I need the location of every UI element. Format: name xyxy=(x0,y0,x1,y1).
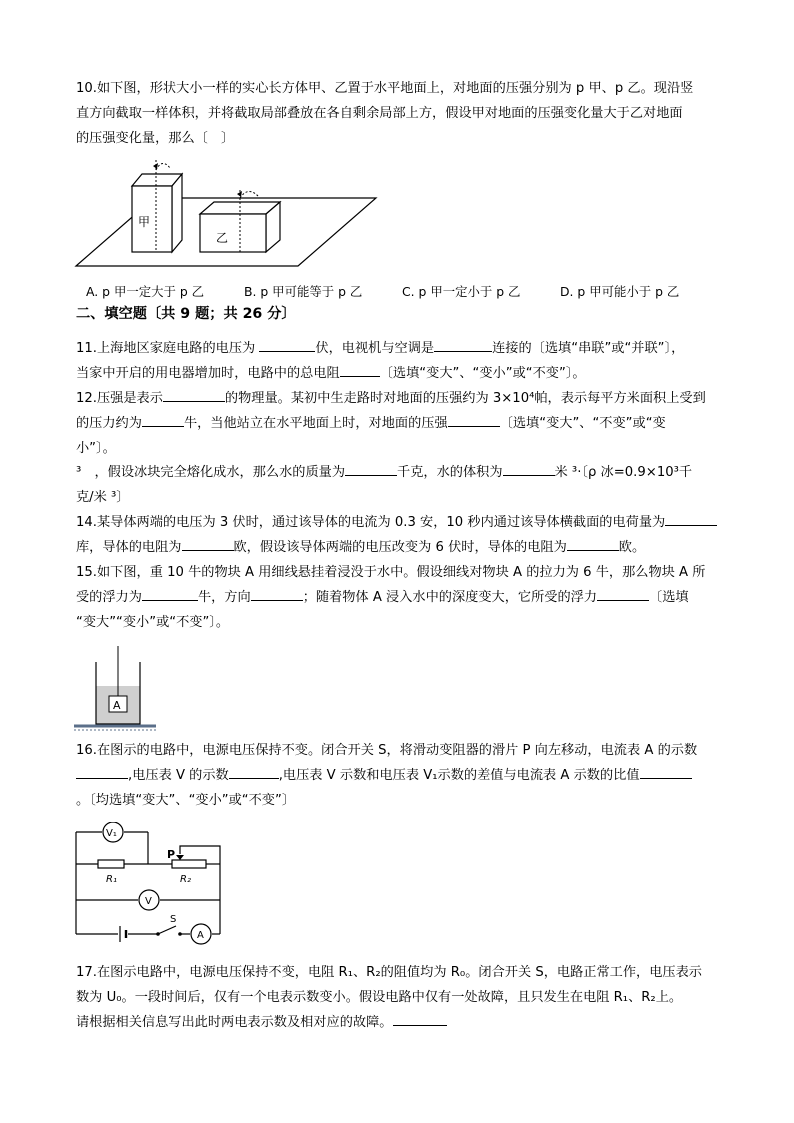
label-s: S xyxy=(170,914,177,925)
q10-line2: 直方向截取一样体积，并将截取局部叠放在各自剩余局部上方，假设甲对地面的压强变化量大于乙对地面 xyxy=(76,106,683,121)
q11-part1: 11.上海地区家庭电路的电压为 xyxy=(76,341,260,356)
q15-blank-1[interactable] xyxy=(142,586,198,601)
q12-part3: 的压力约为 xyxy=(76,416,142,431)
q10-option-a: A. p 甲一定大于 p 乙 xyxy=(86,284,205,299)
question-16 xyxy=(76,738,720,813)
label-r2: R₂ xyxy=(180,874,191,885)
q15-blank-3[interactable] xyxy=(597,586,649,601)
question-10 xyxy=(76,76,720,151)
label-a: A xyxy=(113,699,121,712)
q11-blank-2[interactable] xyxy=(434,337,492,352)
q14-part3: 欧，假设该导体两端的电压改变为 6 伏时，导体的电阻为 xyxy=(233,540,567,555)
q14-part4: 欧。 xyxy=(618,540,646,555)
q16-blank-1[interactable] xyxy=(76,764,128,779)
q12-part5: 〔选填“变大”、“不变”或“变 xyxy=(499,416,666,431)
q13-part3: 米 ³·〔ρ 冰=0.9×10³千 xyxy=(554,465,693,480)
label-yi: 乙 xyxy=(216,231,229,245)
q11-part5: 〔选填“变大”、“变小”或“不变”〕。 xyxy=(379,366,586,381)
q12-part1: 12.压强是表示 xyxy=(76,391,163,406)
q14-blank-3[interactable] xyxy=(567,536,619,551)
q15-part6: “变大”“变小”或“不变”〕。 xyxy=(76,615,230,630)
q14-blank-1[interactable] xyxy=(665,511,717,526)
q16-part1: 16.在图示的电路中，电源电压保持不变。闭合开关 S，将滑动变阻器的滑片 P 向左移动，电流表 A 的示数 xyxy=(76,743,698,758)
label-ammeter: A xyxy=(197,930,204,941)
q15-part1: 15.如下图，重 10 牛的物块 A 用细线悬挂着浸没于水中。假设细线对物块 A 的拉力为 6 牛，那么物块 A 所 xyxy=(76,565,706,580)
q17-part3: 请根据相关信息写出此时两电表示数及相对应的故障。 xyxy=(76,1015,393,1030)
q11-blank-1[interactable] xyxy=(259,337,315,352)
q11-part3: 连接的〔选填“串联”或“并联”〕， xyxy=(492,341,685,356)
q15-part3: 牛，方向 xyxy=(197,590,251,605)
q13-part1: ³ ，假设冰块完全熔化成水，那么水的质量为 xyxy=(76,465,346,480)
q16-part3: ,电压表 V 示数和电压表 V₁示数的差值与电流表 A 示数的比值 xyxy=(278,768,640,783)
label-r1: R₁ xyxy=(106,874,117,885)
q13-blank-2[interactable] xyxy=(503,461,555,476)
q10-options xyxy=(86,282,716,300)
label-v: V xyxy=(145,896,152,907)
question-12 xyxy=(76,386,720,461)
q11-part2: 伏，电视机与空调是 xyxy=(315,341,435,356)
q17-part1: 17.在图示电路中，电源电压保持不变，电阻 R₁、R₂的阻值均为 R₀。闭合开关 S，电路正常工作，电压表示 xyxy=(76,965,702,980)
q16-circuit-figure xyxy=(70,822,230,948)
q16-part2: ,电压表 V 的示数 xyxy=(128,768,229,783)
question-13 xyxy=(76,460,720,510)
q15-part2: 受的浮力为 xyxy=(76,590,142,605)
q16-blank-3[interactable] xyxy=(640,764,692,779)
q11-blank-3[interactable] xyxy=(340,362,380,377)
question-17 xyxy=(76,960,720,1035)
block-jia xyxy=(132,160,182,252)
q14-part1: 14.某导体两端的电压为 3 伏时，通过该导体的电流为 0.3 安，10 秒内通过该导体横截面的电荷量为 xyxy=(76,515,666,530)
q10-option-b: B. p 甲可能等于 p 乙 xyxy=(244,284,363,299)
q12-part2: 的物理量。某初中生走路时对地面的压强约为 3×10⁴帕，表示每平方米面积上受到 xyxy=(224,391,706,406)
question-11 xyxy=(76,336,720,386)
slider-arrow xyxy=(176,855,184,860)
q17-part2: 数为 U₀。一段时间后，仅有一个电表示数变小。假设电路中仅有一处故障，且只发生在电阻 R₁、R₂上。 xyxy=(76,990,683,1005)
q11-part4: 当家中开启的用电器增加时，电路中的总电阻 xyxy=(76,366,340,381)
q12-part6: 小”〕。 xyxy=(76,441,116,456)
q13-part4: 克/米 ³〕 xyxy=(76,490,130,505)
block-yi xyxy=(200,190,280,252)
q10-option-c: C. p 甲一定小于 p 乙 xyxy=(402,284,521,299)
label-v1: V₁ xyxy=(106,828,117,839)
q14-blank-2[interactable] xyxy=(182,536,234,551)
q12-blank-2[interactable] xyxy=(142,412,184,427)
q10-option-d: D. p 甲可能小于 p 乙 xyxy=(560,284,680,299)
q17-blank-1[interactable] xyxy=(393,1011,447,1026)
q15-blank-2[interactable] xyxy=(251,586,303,601)
q16-part4: 。〔均选填“变大”、“变小”或“不变”〕 xyxy=(76,793,296,808)
q15-part4: ；随着物体 A 浸入水中的深度变大，它所受的浮力 xyxy=(302,590,598,605)
q14-part2: 库，导体的电阻为 xyxy=(76,540,182,555)
q13-blank-1[interactable] xyxy=(345,461,397,476)
q12-blank-3[interactable] xyxy=(448,412,500,427)
label-p: P xyxy=(167,848,176,861)
q15-beaker-figure xyxy=(74,646,156,734)
q10-line1: 10.如下图，形状大小一样的实心长方体甲、乙置于水平地面上，对地面的压强分别为 p 甲、p 乙。现沿竖 xyxy=(76,81,694,96)
q13-part2: 千克，水的体积为 xyxy=(397,465,503,480)
question-14 xyxy=(76,510,720,560)
q12-part4: 牛，当他站立在水平地面上时，对地面的压强 xyxy=(183,416,448,431)
q16-blank-2[interactable] xyxy=(229,764,279,779)
q10-line3: 的压强变化量，那么〔 〕 xyxy=(76,131,235,146)
q12-blank-1[interactable] xyxy=(163,387,225,402)
q10-figure xyxy=(74,156,384,276)
question-15 xyxy=(76,560,720,635)
label-jia: 甲 xyxy=(138,215,151,229)
section-2-heading: 二、填空题〔共 9 题；共 26 分〕 xyxy=(76,306,296,322)
q15-part5: 〔选填 xyxy=(649,590,689,605)
